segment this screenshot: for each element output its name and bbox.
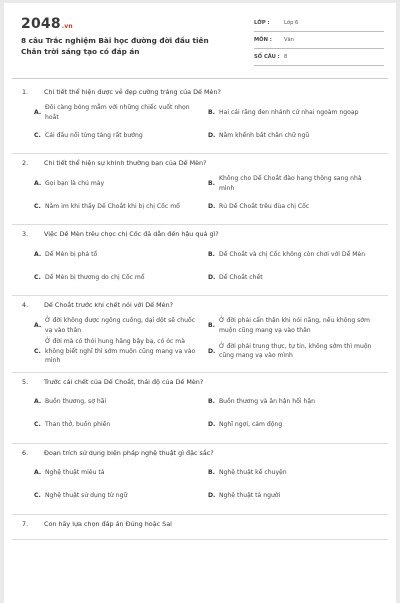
answer-option[interactable] (34, 314, 204, 337)
answer-option[interactable] (34, 337, 204, 366)
option-letter: A. (34, 321, 42, 329)
option-text: Nghệ thuật miêu tả (45, 469, 105, 477)
option-text: Than thở, buồn phiền (45, 421, 111, 429)
meta-table (254, 15, 384, 66)
answer-options (12, 314, 388, 366)
meta-key: SỐ CÂU : (254, 54, 280, 60)
option-text: Dế Choắt chết (219, 273, 263, 281)
answer-option[interactable] (208, 266, 378, 289)
option-letter: C. (34, 492, 41, 500)
answer-option[interactable] (34, 172, 204, 195)
option-letter: D. (208, 202, 216, 210)
answer-option[interactable] (208, 195, 378, 218)
option-text: Dế Mèn bị thương do chị Cốc mổ (45, 273, 145, 281)
answer-option[interactable] (34, 124, 204, 147)
answer-options (12, 391, 388, 437)
option-letter: B. (208, 250, 215, 258)
question-number: 7. (22, 519, 29, 528)
question-list (4, 83, 396, 540)
question-title (12, 373, 388, 391)
question-title (12, 154, 388, 172)
answer-option[interactable] (34, 414, 204, 437)
question-number: 2. (22, 159, 29, 167)
option-letter: D. (208, 131, 216, 139)
option-text: Gọi bạn là chú mày (45, 179, 105, 187)
answer-option[interactable] (208, 243, 378, 266)
option-text: Nghĩ ngợi, cảm động (219, 421, 283, 429)
answer-options (12, 243, 388, 289)
option-text: Dế Choắt và chị Cốc không còn chơi với Dế Mèn (219, 250, 366, 258)
answer-option[interactable] (208, 391, 378, 414)
question-title (12, 296, 388, 314)
answer-option[interactable] (208, 414, 378, 437)
option-letter: D. (208, 421, 216, 429)
meta-value: 8 (284, 54, 288, 60)
answer-option[interactable] (34, 266, 204, 289)
question-text: Trước cái chết của Dế Choắt, thái độ của Dế Mèn? (44, 377, 204, 386)
option-letter: A. (34, 250, 42, 258)
answer-options (12, 101, 388, 147)
option-letter: B. (208, 108, 215, 116)
question-text: Đoạn trích sử dụng biện pháp nghệ thuật gì đặc sắc? (44, 448, 214, 457)
answer-option[interactable] (208, 314, 378, 337)
option-text: Ở đời phải cẩn thận khi nói năng, nếu không sớm muộn cũng mang vạ vào thân (219, 317, 370, 334)
question-item (12, 154, 388, 225)
answer-option[interactable] (34, 101, 204, 124)
question-title (12, 444, 388, 462)
answer-option[interactable] (34, 391, 204, 414)
option-text: Ở đời không được ngông cuồng, dại dột sẽ chuốc vạ vào thân (45, 317, 196, 334)
question-text: Chi tiết thể hiện được vẻ đẹp cường tráng của Dế Mèn? (44, 88, 221, 96)
meta-key: MÔN : (254, 37, 272, 43)
option-letter: C. (34, 202, 41, 210)
option-text: Dế Mèn bị phá tổ (45, 250, 98, 258)
question-item (12, 225, 388, 296)
option-text: Đôi càng bóng mẫm với những chiếc vuốt nhọn hoắt (45, 104, 190, 121)
answer-option[interactable] (208, 337, 378, 366)
option-letter: D. (208, 273, 216, 281)
option-letter: A. (34, 469, 42, 477)
question-item (12, 515, 388, 540)
option-text: Nghệ thuật kể chuyện (219, 469, 287, 477)
option-letter: B. (208, 469, 215, 477)
meta-key: LỚP : (254, 20, 270, 26)
option-letter: D. (208, 492, 216, 500)
question-number: 3. (22, 230, 29, 238)
question-item (12, 373, 388, 444)
question-title (12, 225, 388, 243)
answer-option[interactable] (208, 172, 378, 195)
option-letter: A. (34, 179, 42, 187)
answer-option[interactable] (34, 195, 204, 218)
meta-row-subject (254, 32, 384, 49)
meta-row-count (254, 49, 384, 66)
option-letter: B. (208, 179, 215, 187)
site-logo[interactable] (21, 16, 73, 32)
answer-option[interactable] (34, 485, 204, 508)
answer-option[interactable] (208, 485, 378, 508)
question-number: 6. (22, 448, 29, 457)
answer-option[interactable] (208, 124, 378, 147)
option-text: Nghệ thuật sử dụng từ ngữ (45, 492, 128, 500)
question-item (12, 296, 388, 373)
option-text: Nằm im khi thấy Dế Choắt khi bị chị Cốc mổ (45, 202, 180, 210)
question-item (12, 444, 388, 515)
question-text: Chi tiết thể hiện sự khinh thường bạn của Dế Mèn? (44, 159, 207, 167)
logo-suffix: .vn (61, 23, 73, 30)
option-text: Hai cái răng đen nhánh cứ nhai ngoàm ngoạp (219, 108, 359, 116)
question-title (12, 83, 388, 101)
answer-option[interactable] (34, 462, 204, 485)
option-letter: C. (34, 347, 41, 355)
option-letter: C. (34, 131, 41, 139)
option-letter: A. (34, 108, 42, 116)
answer-option[interactable] (34, 243, 204, 266)
option-letter: B. (208, 321, 215, 329)
question-text: Việc Dế Mèn trêu chọc chị Cốc đã dẫn đến hậu quả gì? (44, 230, 219, 238)
question-number: 5. (22, 377, 29, 386)
meta-value: Văn (284, 37, 295, 43)
option-text: Cái đầu nổi từng tảng rất bướng (45, 131, 143, 139)
answer-options (12, 462, 388, 508)
option-letter: C. (34, 273, 41, 281)
option-text: Không cho Dế Choắt đào hang thông sang nhà mình (219, 175, 362, 192)
option-text: Nằm khểnh bắt chân chữ ngũ (219, 131, 310, 139)
page-title: 8 câu Trắc nghiệm Bài học đường đời đầu tiên Chân trời sáng tạo có đáp án (21, 36, 209, 56)
option-text: Ở đời mà có thói hung hăng bậy bạ, có óc mà không biết nghĩ thì sớm muộn cũng mang vạ vào mình (45, 338, 196, 364)
document-page (4, 3, 396, 603)
logo-text: 2048 (21, 16, 61, 32)
question-title (12, 515, 388, 533)
option-text: Nghệ thuật tả người (219, 492, 281, 500)
question-text: Dế Choắt trước khi chết nói với Dế Mèn? (44, 301, 174, 309)
question-item (12, 83, 388, 154)
header-divider (12, 78, 388, 79)
option-letter: A. (34, 398, 42, 406)
option-text: Rủ Dế Choắt trêu đùa chị Cốc (219, 202, 310, 210)
question-number: 4. (22, 301, 29, 309)
option-text: Ở đời phải trung thực, tự tin, không sớm thì muộn cũng mang vạ vào mình (219, 342, 372, 360)
option-text: Buồn thương, sợ hãi (45, 398, 107, 406)
answer-option[interactable] (208, 101, 378, 124)
meta-row-class (254, 15, 384, 32)
answer-options (12, 172, 388, 218)
option-letter: C. (34, 421, 41, 429)
document-header (4, 3, 396, 77)
question-text: Con hãy lựa chọn đáp án Đúng hoặc Sai (44, 519, 172, 528)
question-number: 1. (22, 88, 29, 96)
option-text: Buồn thương và ân hận hối hận (219, 398, 315, 406)
option-letter: B. (208, 398, 215, 406)
answer-option[interactable] (208, 462, 378, 485)
option-letter: D. (208, 347, 216, 355)
meta-value: Lớp 6 (284, 20, 299, 26)
